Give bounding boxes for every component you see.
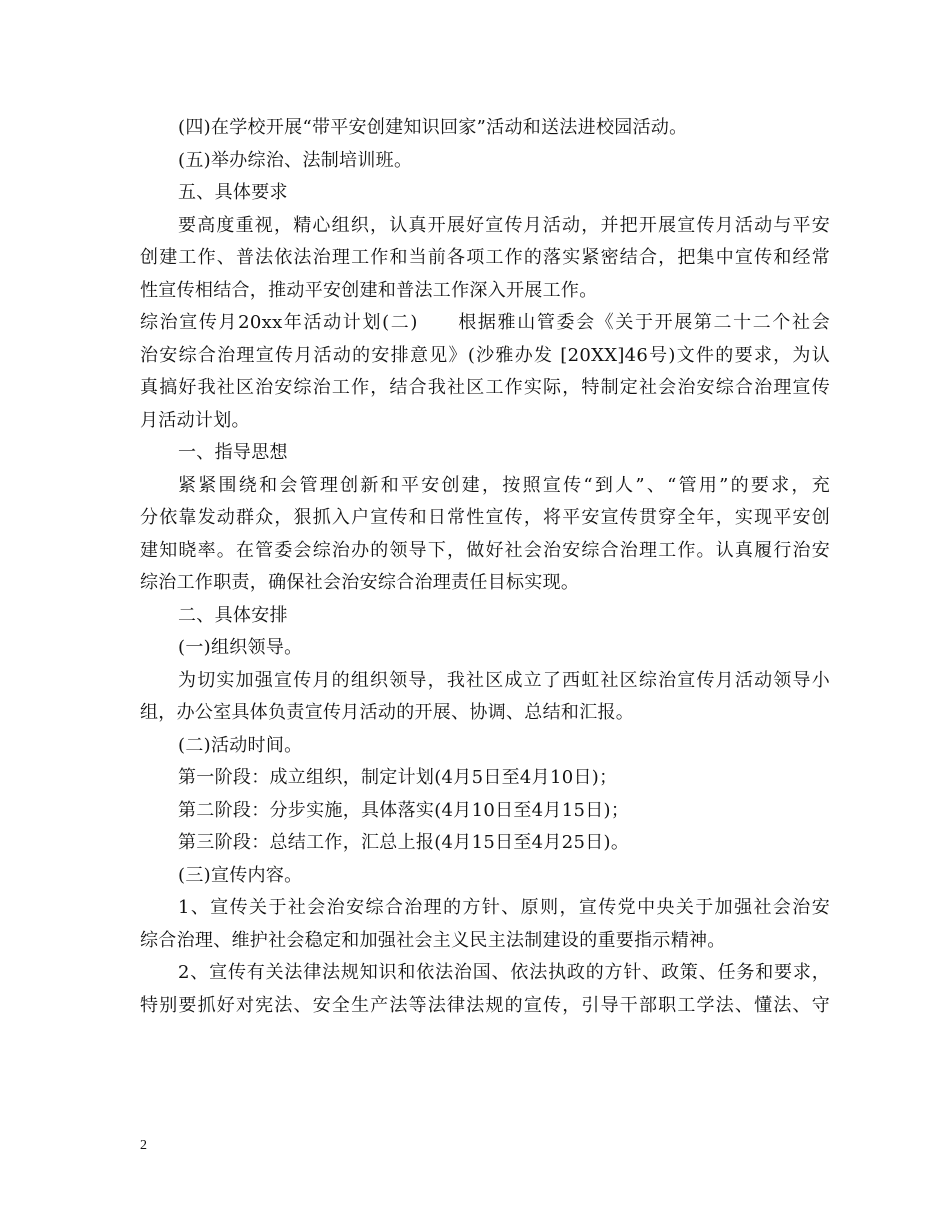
text-line: 性宣传相结合，推动平安创建和普法工作深入开展工作。 bbox=[140, 279, 598, 301]
text-line: 组，办公室具体负责宣传月活动的开展、协调、总结和汇报。 bbox=[140, 702, 635, 723]
document-body bbox=[140, 112, 830, 1022]
text-line: 五、具体要求 bbox=[178, 182, 288, 203]
text-line: 建知晓率。在管委会综治办的领导下，做好社会治安综合治理工作。认真履行治安 bbox=[140, 539, 830, 561]
text-line: 2、宣传有关法律法规知识和依法治国、依法执政的方针、政策、任务和要求， bbox=[178, 962, 830, 983]
text-line: 综治工作职责，确保社会治安综合治理责任目标实现。 bbox=[140, 572, 580, 593]
text-line: 月活动计划。 bbox=[140, 409, 250, 431]
page-number: 2 bbox=[140, 1138, 147, 1153]
text-line: (五)举办综治、法制培训班。 bbox=[178, 149, 413, 171]
text-line: 综治宣传月20xx年活动计划(二) 根据雅山管委会《关于开展第二十二个社会 bbox=[140, 312, 830, 333]
text-line: (一)组织领导。 bbox=[178, 637, 303, 658]
text-line: 1、宣传关于社会治安综合治理的方针、原则，宣传党中央关于加强社会治安 bbox=[178, 897, 830, 918]
text-line: 要高度重视，精心组织，认真开展好宣传月活动，并把开展宣传月活动与平安 bbox=[178, 214, 830, 236]
text-line: 综合治理、维护社会稳定和加强社会主义民主法制建设的重要指示精神。 bbox=[140, 929, 726, 951]
text-line: (四)在学校开展“带平安创建知识回家”活动和送法进校园活动。 bbox=[178, 117, 688, 138]
text-line: 真搞好我社区治安综治工作，结合我社区工作实际，特制定社会治安综合治理宣传 bbox=[140, 377, 830, 398]
text-line: 创建工作、普法依法治理工作和当前各项工作的落实紧密结合，把集中宣传和经常 bbox=[140, 247, 830, 268]
text-line: 为切实加强宣传月的组织领导，我社区成立了西虹社区综治宣传月活动领导小 bbox=[178, 669, 830, 691]
text-line: (二)活动时间。 bbox=[178, 734, 303, 756]
text-line: 第一阶段：成立组织，制定计划(4月5日至4月10日)； bbox=[178, 767, 618, 788]
text-line: 第三阶段：总结工作，汇总上报(4月15日至4月25日)。 bbox=[178, 832, 630, 853]
text-line: (三)宣传内容。 bbox=[178, 864, 303, 886]
text-line: 二、具体安排 bbox=[178, 604, 288, 626]
text-line: 特别要抓好对宪法、安全生产法等法律法规的宣传，引导干部职工学法、懂法、守 bbox=[140, 994, 830, 1016]
text-line: 一、指导思想 bbox=[178, 442, 288, 463]
text-line: 紧紧围绕和会管理创新和平安创建，按照宣传“到人”、“管用”的要求，充 bbox=[178, 474, 830, 496]
text-line: 分依靠发动群众，狠抓入户宣传和日常性宣传，将平安宣传贯穿全年，实现平安创 bbox=[140, 507, 830, 528]
text-line: 治安综合治理宣传月活动的安排意见》(沙雅办发 [20XX]46号)文件的要求，为认 bbox=[140, 344, 830, 366]
text-line: 第二阶段：分步实施，具体落实(4月10日至4月15日)； bbox=[178, 799, 630, 821]
